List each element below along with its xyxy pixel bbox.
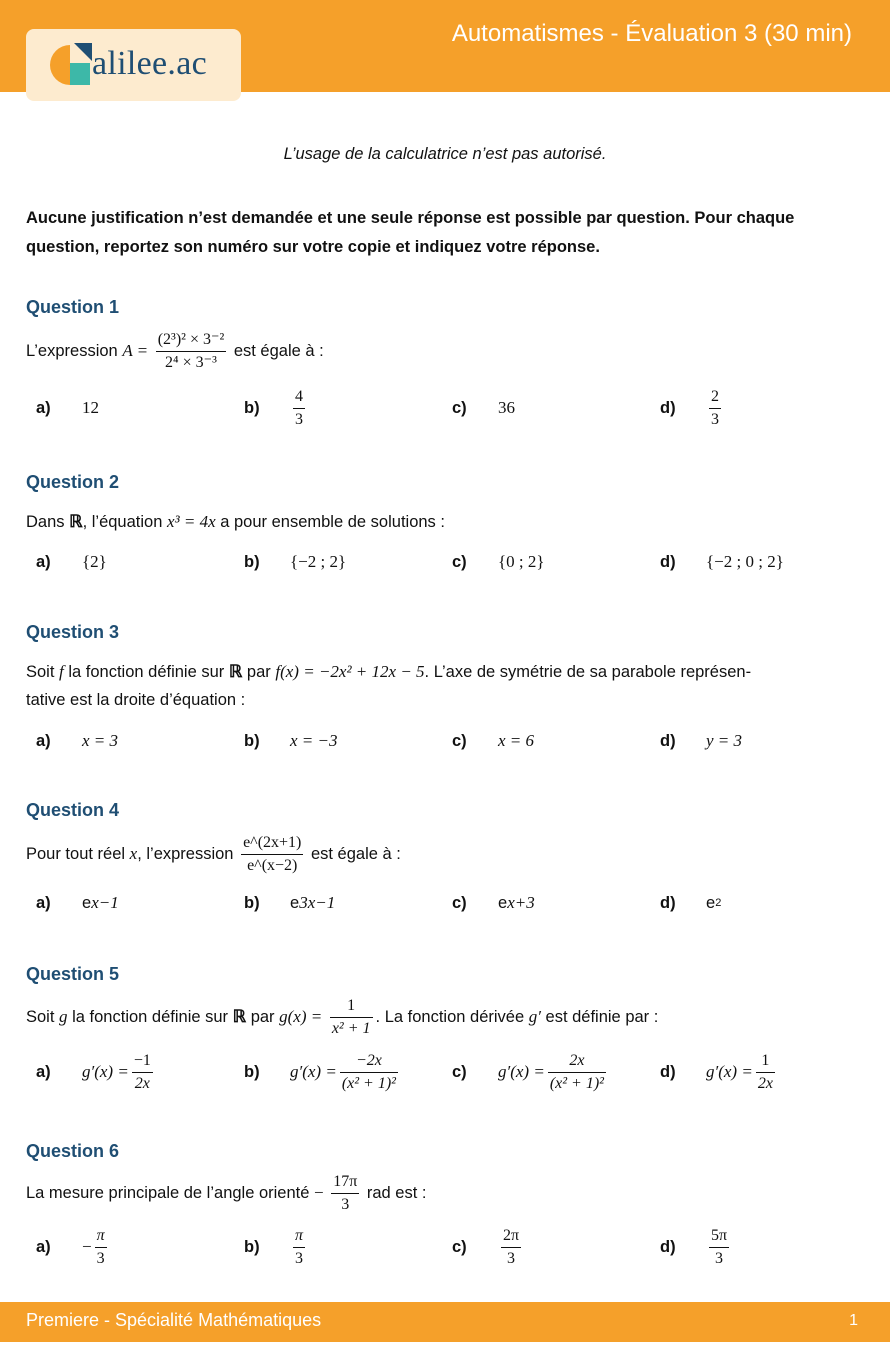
option-c[interactable]: c) x = 6 [452,731,535,750]
fraction: $\frac{17\pi}{3}$ [333,1173,358,1213]
page-number: 1 [849,1312,858,1329]
logo-text: alilee.ac [92,45,207,82]
fraction: $\frac{\text{(2³)² × 3⁻²}}{\text{2⁴ × 3⁻³}}$ [157,331,225,371]
question-stem: La mesure principale de l’angle orienté − $\frac{17\pi}{3}$ rad est : [26,1173,427,1213]
option-b[interactable]: b) x = −3 [244,731,338,750]
option-b[interactable]: b) $\frac{\pi}{3}$ [244,1226,304,1267]
question-title: Question 1 [26,297,120,317]
question-title: Question 3 [26,622,120,642]
question-title: Question 5 [26,964,120,984]
page-header [0,0,890,92]
option-c[interactable]: c) e x+3 [452,893,535,912]
question-title: Question 4 [26,800,120,820]
option-b[interactable]: b) {−2 ; 2} [244,552,347,571]
option-d[interactable]: d) $\frac{2}{3}$ [660,387,719,428]
option-c[interactable]: c) {0 ; 2} [452,552,545,571]
header-title: Automatismes - Évaluation 3 (30 min) [451,20,852,47]
option-c[interactable]: c) 36 [452,398,515,417]
option-a[interactable]: a) − $\frac{\pi}{3}$ [36,1226,105,1267]
option-a[interactable]: a) g′(x) = $\frac{-1}{2x}$ [36,1051,151,1092]
fraction: $\frac{e\^{}(2x+1)}{e\^{}(x-2)}$ [243,834,302,874]
question-title: Question 6 [26,1141,120,1161]
option-c[interactable]: c) g′(x) = $\frac{2x}{\text{(x² + 1)²}}$ [452,1051,604,1092]
option-a[interactable]: a) e x−1 [36,893,119,912]
question-stem: L’expression A = $\frac{\text{(2³)² × 3⁻²}}{\text{2⁴ × 3⁻³}}$ est égale à : [26,331,324,371]
option-c[interactable]: c) $\frac{2\pi}{3}$ [452,1226,520,1267]
question-stem: Pour tout réel x, l’expression $\frac{e\^{}(2x+1)}{e\^{}(x-2)}$ est égale à : [26,834,401,874]
page-footer [0,1302,890,1342]
question-title: Question 2 [26,472,120,492]
option-d[interactable]: d) y = 3 [660,731,743,750]
option-b[interactable]: b) $\frac{4}{3}$ [244,387,303,428]
question-stem: Soit f la fonction définie sur ℝ par f(x) = −2x² + 12x − 5. L’axe de symétrie de sa parabole représen- tative est la droite d’équation : [26,662,752,709]
option-d[interactable]: d) e 2 [660,893,722,912]
calculator-notice: L’usage de la calculatrice n’est pas autorisé. [283,145,607,163]
logo [26,29,241,101]
option-d[interactable]: d) $\frac{5\pi}{3}$ [660,1226,728,1267]
logo-mark-icon [46,41,94,89]
option-d[interactable]: d) g′(x) = $\frac{1}{2x}$ [660,1051,773,1092]
option-d[interactable]: d) {−2 ; 0 ; 2} [660,552,784,571]
option-a[interactable]: a) 12 [36,398,99,417]
option-a[interactable]: a) {2} [36,552,107,571]
footer-course: Premiere - Spécialité Mathématiques [26,1310,322,1330]
option-b[interactable]: b) g′(x) = $\frac{-2x}{\text{(x² + 1)²}}$ [244,1051,396,1092]
option-b[interactable]: b) e 3x−1 [244,893,336,912]
option-a[interactable]: a) x = 3 [36,731,119,750]
question-stem: Dans ℝ, l’équation x³ = 4x a pour ensemble de solutions : [26,512,445,531]
instructions: Aucune justification n’est demandée et une seule réponse est possible par question. Pour chaque question, reportez son numéro sur votre copie et indiquez votre réponse. [26,209,795,256]
fraction: $\frac{1}{\text{x² + 1}}$ [331,997,371,1037]
question-stem: Soit g la fonction définie sur ℝ par g(x) = $\frac{1}{\text{x² + 1}}$ . La fonction dérivée g′ est définie par : [26,997,659,1037]
